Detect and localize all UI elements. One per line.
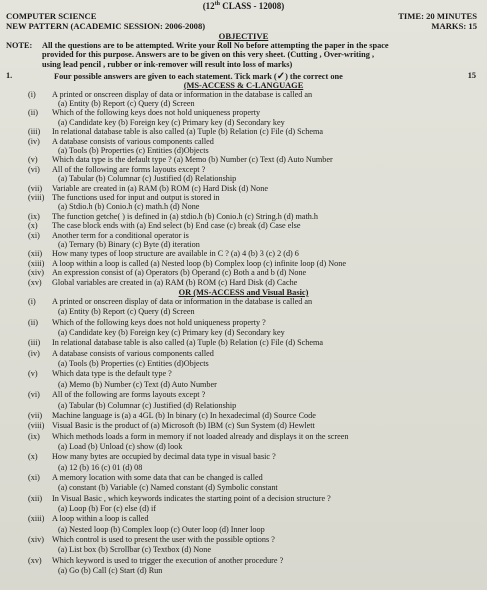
answer-options: (a) Entity (b) Report (c) Query (d) Screen bbox=[58, 307, 195, 317]
answer-options: (a) 12 (b) 16 (c) 01 (d) 08 bbox=[58, 462, 143, 472]
question-roman-number: (ii) bbox=[28, 108, 39, 118]
question-text: Which methods loads a form in memory if not loaded already and displays it on the screen bbox=[52, 431, 349, 441]
question-text: Which of the following keys does not hold uniqueness property bbox=[52, 108, 261, 118]
time-label: TIME: 20 MINUTES bbox=[398, 11, 477, 21]
question-text: Another term for a conditional operator is bbox=[52, 230, 189, 240]
question-number: 1. bbox=[6, 71, 13, 80]
question-roman-number: (iii) bbox=[28, 338, 41, 348]
question-roman-number: (xiii) bbox=[28, 514, 45, 524]
question-roman-number: (xiv) bbox=[28, 268, 44, 278]
question-text: How many bytes are occupied by decimal data type in visual basic ? bbox=[52, 452, 276, 462]
answer-options: (a) Candidate key (b) Foreign key (c) Primary key (d) Secondary key bbox=[58, 328, 285, 338]
question-roman-number: (v) bbox=[28, 155, 38, 165]
question-text: Visual Basic is the product of (a) Microsoft (b) IBM (c) Sun System (d) Hewlett bbox=[52, 421, 315, 431]
answer-options: (a) Tabular (b) Columnar (c) Justified (d) Relationship bbox=[58, 400, 237, 410]
question-text: A printed or onscreen display of data or information in the database is called an bbox=[52, 297, 313, 306]
note-block bbox=[6, 41, 480, 69]
question-roman-number: (viii) bbox=[28, 192, 45, 202]
question-text: An expression consist of (a) Operators (b) Operand (c) Both a and b (d) None bbox=[52, 268, 307, 278]
question-text: A database consists of various components called bbox=[52, 136, 214, 146]
question-text: A loop within a loop is called (a) Nested loop (b) Complex loop (c) infinite loop (d) None bbox=[52, 258, 347, 268]
class-header: (12th CLASS - 12008) bbox=[202, 1, 285, 11]
question-roman-number: (iv) bbox=[28, 136, 40, 146]
answer-options: (a) Memo (b) Number (c) Text (d) Auto Number bbox=[58, 379, 217, 389]
note-line-3: using lead pencil , rubber or ink-remover will result into loss of marks) bbox=[42, 59, 293, 69]
question-roman-number: (vi) bbox=[28, 164, 40, 174]
answer-options: (a) Entity (b) Report (c) Query (d) Screen bbox=[58, 98, 195, 108]
question-roman-number: (xii) bbox=[28, 493, 43, 503]
question-text: All of the following are forms layouts except ? bbox=[52, 164, 206, 174]
answer-options: (a) Tools (b) Properties (c) Entities (d)Objects bbox=[58, 145, 209, 155]
question-text: Which data type is the default type ? (a) Memo (b) Number (c) Text (d) Auto Number bbox=[52, 155, 333, 165]
question-text: Which of the following keys does not hold uniqueness property ? bbox=[52, 317, 266, 327]
question-text: Variable are created in (a) RAM (b) ROM (c) Hard Disk (d) None bbox=[52, 183, 268, 193]
question-roman-number: (vii) bbox=[28, 183, 43, 193]
answer-options: (a) List box (b) Scrollbar (c) Textbox (d) None bbox=[58, 545, 211, 555]
question-roman-number: (xi) bbox=[28, 230, 40, 240]
question-roman-number: (vi) bbox=[28, 390, 40, 400]
question-text: Machine language is (a) a 4GL (b) In binary (c) In hexadecimal (d) Source Code bbox=[52, 410, 316, 420]
answer-options: (a) Ternary (b) Binary (c) Byte (d) iteration bbox=[58, 239, 200, 249]
marks-label: MARKS: 15 bbox=[431, 21, 477, 31]
question-roman-number: (xii) bbox=[28, 249, 43, 259]
question-text: The function getche( ) is defined in (a) stdio.h (b) Conio.h (c) String.h (d) math.h bbox=[52, 211, 319, 221]
question-roman-number: (xv) bbox=[28, 555, 42, 565]
question-roman-number: (xv) bbox=[28, 277, 42, 287]
question-text: How many types of loop structure are available in C ? (a) 4 (b) 3 (c) 2 (d) 6 bbox=[52, 249, 299, 259]
subject-title: COMPUTER SCIENCE bbox=[6, 11, 97, 21]
class-superscript: th bbox=[214, 1, 221, 7]
question-roman-number: (i) bbox=[28, 89, 36, 99]
question-roman-number: (xiv) bbox=[28, 535, 44, 545]
note-label: NOTE: bbox=[6, 41, 33, 50]
section-b-title: OR (MS-ACCESS and Visual Basic) bbox=[178, 288, 309, 297]
answer-options: (a) Tabular (b) Columnar (c) Justified (d) Relationship bbox=[58, 174, 237, 184]
answer-options: (a) Nested loop (b) Complex loop (c) Outer loop (d) Inner loop bbox=[58, 524, 265, 534]
question-text: In relational database table is also called (a) Tuple (b) Relation (c) File (d) Schema bbox=[52, 338, 324, 348]
question-instruction: Four possible answers are given to each statement. Tick mark (✓) the correct one bbox=[54, 71, 343, 82]
question-roman-number: (iv) bbox=[28, 348, 40, 358]
pattern-label: NEW PATTERN (ACADEMIC SESSION: 2006-2008) bbox=[6, 21, 206, 31]
answer-options: (a) Stdio.h (b) Conio.h (c) math.h (d) None bbox=[58, 202, 200, 212]
section-a-title: (MS-ACCESS & C-LANGUAGE bbox=[183, 81, 304, 90]
note-line-2: provided for this purpose. Answers are to be given on this very sheet. (Cutting , Over-writing , bbox=[42, 50, 375, 60]
answer-options: (a) Candidate key (b) Foreign key (c) Primary key (d) Secondary key bbox=[58, 117, 285, 127]
question-roman-number: (x) bbox=[28, 452, 38, 462]
question-text: Which control is used to present the user with the possible options ? bbox=[52, 535, 275, 545]
question-roman-number: (xiii) bbox=[28, 258, 45, 268]
question-roman-number: (v) bbox=[28, 369, 38, 379]
question-roman-number: (ix) bbox=[28, 211, 40, 221]
question-roman-number: (x) bbox=[28, 221, 38, 231]
question-text: Global variables are created in (a) RAM (b) ROM (c) Hard Disk (d) Cache bbox=[52, 277, 298, 287]
answer-options: (a) Go (b) Call (c) Start (d) Run bbox=[58, 566, 163, 576]
question-text: In relational database table is also called (a) Tuple (b) Relation (c) File (d) Schema bbox=[52, 127, 324, 137]
question-roman-number: (viii) bbox=[28, 421, 45, 431]
question-text: The case block ends with (a) End select (b) End case (c) break (d) Case else bbox=[52, 221, 301, 231]
question-text: A loop within a loop is called bbox=[52, 514, 149, 524]
question-text: The functions used for input and output is stored in bbox=[52, 192, 220, 202]
question-roman-number: (vii) bbox=[28, 410, 43, 420]
question-roman-number: (iii) bbox=[28, 127, 41, 137]
note-line-1: All the questions are to be attempted. Write your Roll No before attempting the paper in the space bbox=[42, 41, 389, 50]
question-text: A printed or onscreen display of data or information in the database is called an bbox=[52, 89, 313, 99]
question-roman-number: (i) bbox=[28, 297, 36, 306]
answer-options: (a) constant (b) Variable (c) Named constant (d) Symbolic constant bbox=[58, 483, 278, 493]
answer-options: (a) Loop (b) For (c) else (d) if bbox=[58, 504, 156, 513]
question-roman-number: (ix) bbox=[28, 431, 40, 441]
objective-title: OBJECTIVE bbox=[218, 31, 269, 41]
question-text: A memory location with some data that can be changed is called bbox=[52, 472, 263, 482]
question-text: A database consists of various components called bbox=[52, 348, 214, 358]
question-text: Which keyword is used to trigger the execution of another procedure ? bbox=[52, 555, 284, 565]
question-text: In Visual Basic , which keywords indicates the starting point of a decision structure ? bbox=[52, 493, 331, 503]
answer-options: (a) Load (b) Unload (c) show (d) look bbox=[58, 441, 183, 451]
answer-options: (a) Tools (b) Properties (c) Entities (d)Objects bbox=[58, 359, 209, 369]
question-text: Which data type is the default type ? bbox=[52, 369, 172, 379]
question-roman-number: (ii) bbox=[28, 317, 39, 327]
tick-mark-icon: ✓ bbox=[276, 71, 286, 82]
question-marks: 15 bbox=[467, 71, 476, 80]
question-text: All of the following are forms layouts except ? bbox=[52, 390, 206, 400]
question-roman-number: (xi) bbox=[28, 472, 40, 482]
